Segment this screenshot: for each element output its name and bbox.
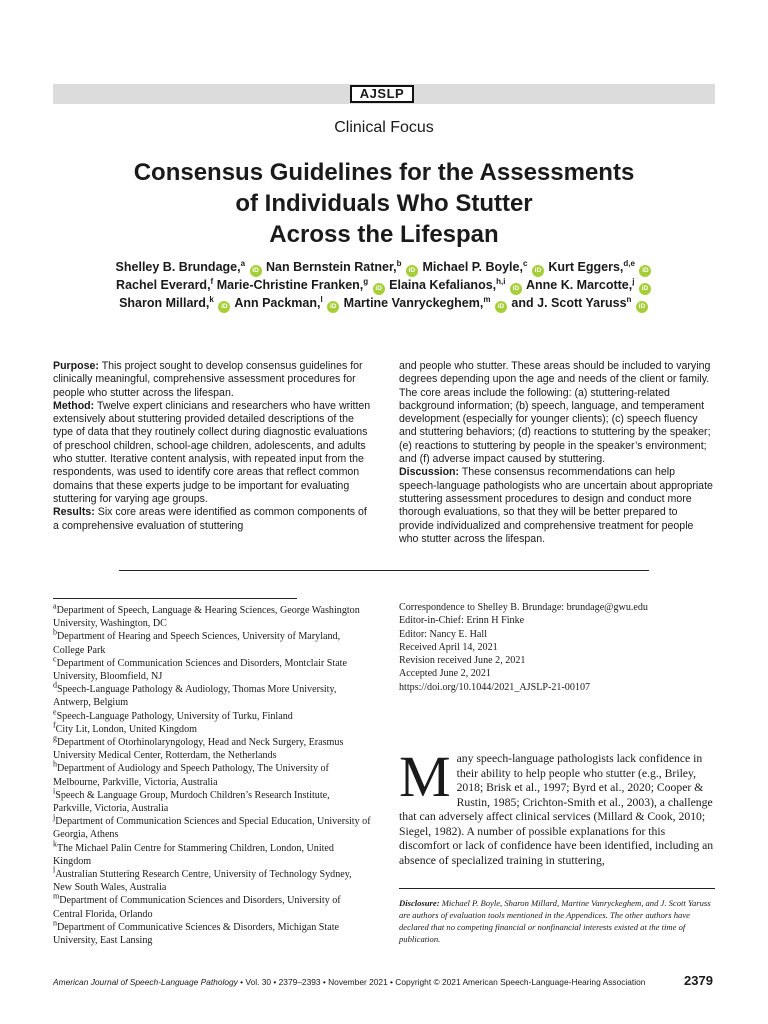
orcid-icon[interactable]: iD bbox=[639, 265, 651, 277]
affiliation-item: $^e$Speech-Language Pathology, University of Turku, Finland bbox=[53, 707, 293, 722]
affiliations bbox=[53, 601, 371, 947]
body-text: any speech-language pathologists lack confidence in their ability to help people who stutter (e.g., Briley, 2018; Brisk et al., 1997; Byrd et al., 2020; Cooper & Rustin, 1985; Crichton-Smith et al., 2003), a challenge that can adversely affect clinical services (Millard & Cook, 2010; Siegel, 1982). A number of possible explanations for this discomfort or lack of confidence have been identified, including an absence of specialized training in stuttering, bbox=[399, 752, 714, 867]
author-name: Michael P. Boyle, bbox=[422, 260, 523, 274]
orcid-icon[interactable]: iD bbox=[636, 301, 648, 313]
affiliation-item: $^j$Department of Communication Sciences and Special Education, University of Georgia, Athens bbox=[53, 812, 371, 841]
affiliation-item: $^a$Department of Speech, Language & Hearing Sciences, George Washington University, Washington, DC bbox=[53, 601, 360, 630]
affiliation-item: $^g$Department of Otorhinolaryngology, Head and Neck Surgery, Erasmus University Medical Center, Rotterdam, the Netherlands bbox=[53, 733, 344, 762]
affiliation-item: $^f$City Lit, London, United Kingdom bbox=[53, 720, 197, 735]
footnote-divider bbox=[53, 598, 297, 599]
author-name: Nan Bernstein Ratner, bbox=[266, 260, 397, 274]
body-paragraph bbox=[399, 744, 715, 868]
author-sup: g bbox=[363, 276, 369, 286]
affiliation-item: $^l$Australian Stuttering Research Centre, University of Technology Sydney, New South Wales, Australia bbox=[53, 865, 352, 894]
abstract-column-right bbox=[399, 360, 715, 546]
author-name: Sharon Millard, bbox=[119, 296, 210, 310]
author-conjunction: and bbox=[511, 296, 534, 310]
orcid-icon[interactable]: iD bbox=[327, 301, 339, 313]
author-name: Shelley B. Brundage, bbox=[115, 260, 241, 274]
author-sup: d,e bbox=[623, 258, 635, 268]
author-sup: f bbox=[210, 276, 214, 286]
doi-link[interactable]: https://doi.org/10.1044/2021_AJSLP-21-00107 bbox=[399, 681, 591, 693]
accepted-date: Accepted June 2, 2021 bbox=[399, 668, 491, 680]
results-text-continued: and people who stutter. These areas should be included to varying degrees depending upon the age and needs of the client or family. The core areas include the following: (a) stuttering-related background information; (b) speech, language, and temperament development (especially for younger clients); (c) speech fluency and stuttering behaviors; (d) reactions to stuttering by the speaker; (e) reactions to stuttering by people in the speaker’s environment; and (f) adverse impact caused by stuttering. bbox=[399, 360, 711, 466]
author-list bbox=[40, 259, 728, 313]
disclosure bbox=[399, 897, 715, 945]
author-sup: b bbox=[396, 258, 402, 268]
affiliation-item: $^m$Department of Communication Sciences and Disorders, University of Central Florida, Orlando bbox=[53, 892, 341, 920]
author-sup: c bbox=[522, 258, 528, 268]
method-text: Twelve expert clinicians and researchers who have written extensively about stuttering provided detailed descriptions of the type of data that they routinely collect during diagnostic evaluations of preschool children, school-age children, adolescents, and adults who stutter. Iterative content analysis, with repeated input from the respondents, was used to identify core areas that reflect common domains that these experts judge to be important for evaluating stuttering for varying age groups. bbox=[53, 399, 371, 505]
orcid-icon[interactable]: iD bbox=[218, 301, 230, 313]
editor: Editor: Nancy E. Hall bbox=[399, 628, 488, 640]
author-name: Ann Packman, bbox=[234, 296, 321, 310]
author-sup: l bbox=[320, 294, 323, 304]
affiliation-item: $^k$The Michael Palin Centre for Stammering Children, London, United Kingdom bbox=[53, 839, 334, 867]
discussion-label: Discussion: bbox=[399, 466, 460, 479]
affiliation-item: $^h$Department of Audiology and Speech Pathology, The University of Melbourne, Parkville, Victoria, Australia bbox=[53, 760, 329, 788]
correspondence-line[interactable]: Correspondence to Shelley B. Brundage: brundage@gwu.edu bbox=[399, 602, 648, 613]
journal-badge: AJSLP bbox=[350, 85, 414, 103]
editor-in-chief: Editor-in-Chief: Erinn H Finke bbox=[399, 615, 525, 627]
affiliation-item: $^n$Department of Communicative Sciences & Disorders, Michigan State University, East Lansing bbox=[53, 918, 339, 947]
affiliation-item: $^d$Speech-Language Pathology & Audiology, Thomas More University, Antwerp, Belgium bbox=[53, 680, 337, 709]
author-name: Marie-Christine Franken, bbox=[216, 278, 364, 292]
revision-date: Revision received June 2, 2021 bbox=[399, 655, 526, 667]
author-sup: n bbox=[626, 294, 632, 304]
abstract-column-left bbox=[53, 360, 371, 533]
footer-details: • Vol. 30 • 2379–2393 • November 2021 • Copyright © 2021 American Speech-Language-Hearing Association bbox=[237, 977, 646, 987]
results-label: Results: bbox=[53, 506, 95, 519]
affiliation-item: $^b$Department of Hearing and Speech Sciences, University of Maryland, College Park bbox=[53, 628, 341, 656]
orcid-icon[interactable]: iD bbox=[495, 301, 507, 313]
author-name: Elaina Kefalianos, bbox=[389, 278, 497, 292]
author-name: Anne K. Marcotte, bbox=[525, 278, 633, 292]
orcid-icon[interactable]: iD bbox=[510, 283, 522, 295]
author-sup: h,i bbox=[496, 276, 506, 286]
orcid-icon[interactable]: iD bbox=[250, 265, 262, 277]
drop-cap: M bbox=[399, 744, 451, 809]
method-label: Method: bbox=[53, 399, 95, 412]
title-line: Consensus Guidelines for the Assessments bbox=[133, 159, 635, 186]
disclosure-text: Michael P. Boyle, Sharon Millard, Martine Vanryckeghem, and J. Scott Yaruss are authors of evaluation tools mentioned in the Appendices. The other authors have declared that no competing financial or nonfinancial interests existed at the time of publication. bbox=[399, 898, 711, 944]
section-label: Clinical Focus bbox=[334, 119, 434, 136]
purpose-label: Purpose: bbox=[53, 360, 99, 372]
author-sup: k bbox=[209, 294, 214, 304]
author-name: Martine Vanryckeghem, bbox=[343, 296, 484, 310]
disclosure-divider bbox=[399, 888, 715, 889]
correspondence-block bbox=[399, 601, 715, 694]
author-name: Rachel Everard, bbox=[116, 278, 211, 292]
disclosure-label: Disclosure: bbox=[399, 898, 440, 908]
received-date: Received April 14, 2021 bbox=[399, 641, 498, 653]
author-sup: m bbox=[483, 294, 491, 304]
author-sup: a bbox=[240, 258, 246, 268]
author-name: J. Scott Yaruss bbox=[537, 296, 627, 310]
purpose-text: This project sought to develop consensus guidelines for clinically meaningful, comprehensive assessment procedures for people who stutter across the lifespan. bbox=[53, 360, 363, 399]
discussion-text: These consensus recommendations can help speech-language pathologists who are uncertain about appropriate stuttering assessment procedures to design and conduct more thorough evaluations, so that they will be better prepared to provide individualized and comprehensive treatment for people who stutter across the lifespan. bbox=[399, 466, 713, 545]
affiliation-item: $^i$Speech & Language Group, Murdoch Children’s Research Institute, Parkville, Victoria, Australia bbox=[53, 786, 330, 815]
page-number: 2379 bbox=[684, 973, 713, 988]
title-line: of Individuals Who Stutter bbox=[235, 190, 533, 217]
orcid-icon[interactable]: iD bbox=[639, 283, 651, 295]
article-title bbox=[60, 157, 708, 250]
orcid-icon[interactable]: iD bbox=[406, 265, 418, 277]
orcid-icon[interactable]: iD bbox=[373, 283, 385, 295]
page-footer bbox=[53, 977, 663, 987]
footer-journal: American Journal of Speech-Language Pathology bbox=[53, 977, 238, 987]
author-sup: j bbox=[632, 276, 635, 286]
title-line: Across the Lifespan bbox=[269, 221, 499, 248]
results-text: Six core areas were identified as common components of a comprehensive evaluation of stuttering bbox=[53, 506, 367, 532]
orcid-icon[interactable]: iD bbox=[532, 265, 544, 277]
abstract-divider bbox=[119, 570, 649, 571]
affiliation-item: $^c$Department of Communication Sciences and Disorders, Montclair State University, Bloomfield, NJ bbox=[53, 654, 347, 683]
author-name: Kurt Eggers, bbox=[548, 260, 624, 274]
